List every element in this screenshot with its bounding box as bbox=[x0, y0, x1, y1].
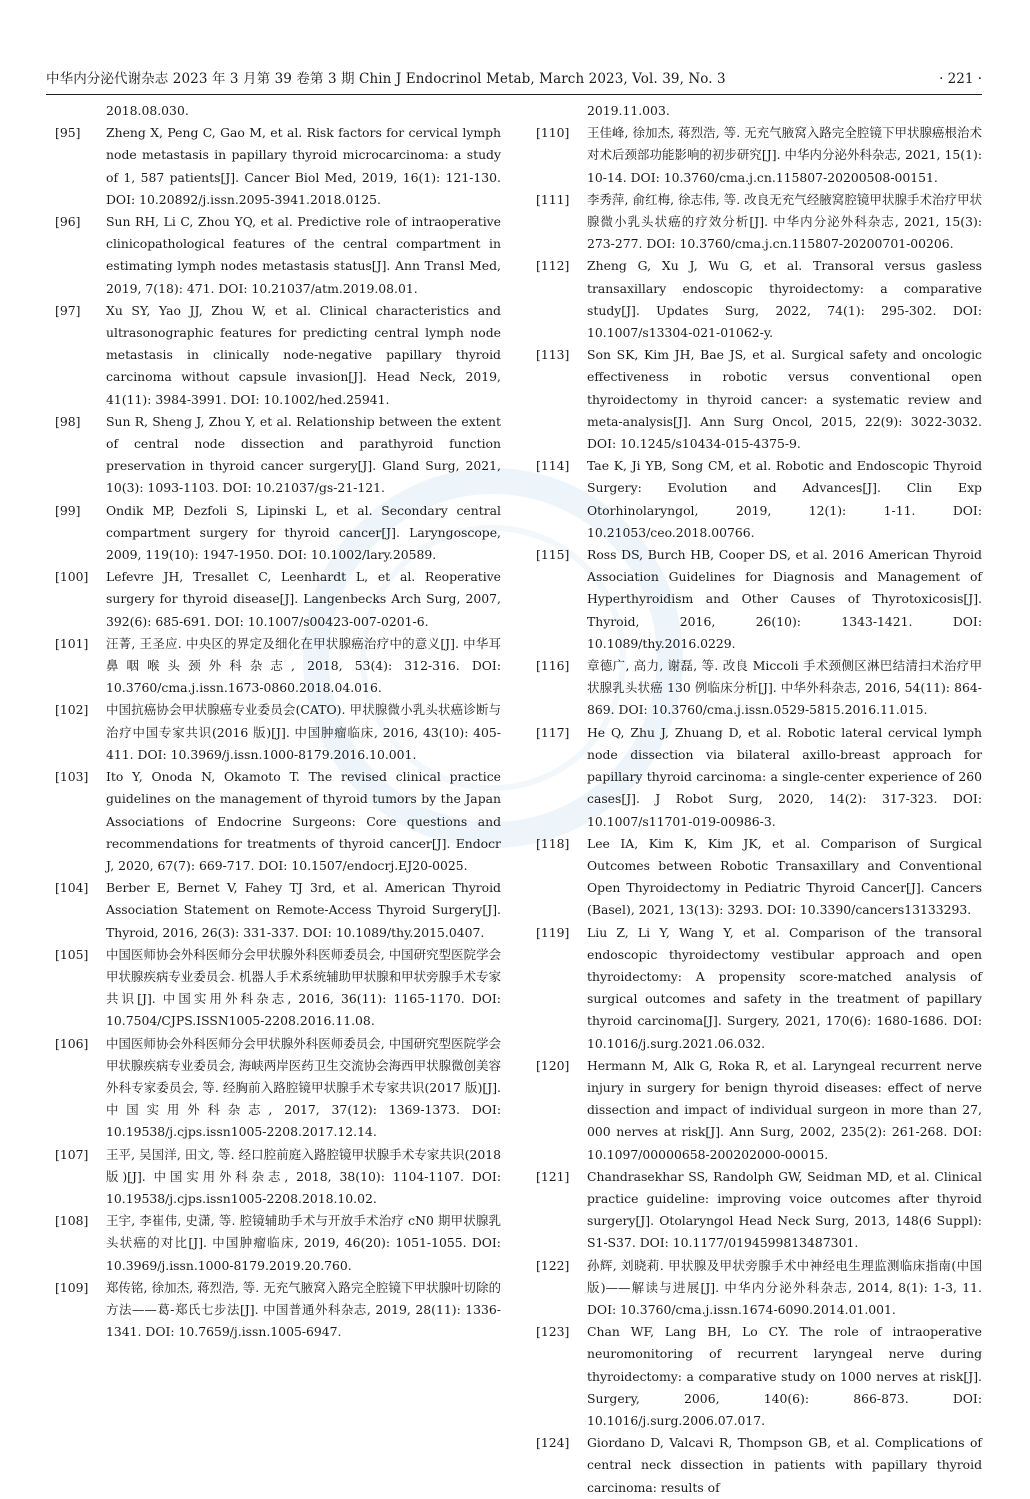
reference-text: Sun RH, Li C, Zhou YQ, et al. Predictive role of intraoperative clinicopathological features of the central compartment in estimating lymph nodes metastasis status[J]. Ann Transl Med, 2019, 7(18): 471. DOI: 10.21037/atm.2019.08.01. bbox=[106, 214, 501, 296]
reference-entry bbox=[528, 1055, 982, 1166]
reference-number: [116] bbox=[536, 658, 570, 674]
reference-text: 中国医师协会外科医师分会甲状腺外科医师委员会, 中国研究型医院学会甲状腺疾病专业委员会. 机器人手术系统辅助甲状腺和甲状旁腺手术专家共识[J]. 中国实用外科杂志, 2016, 36(11): 1165-1170. DOI: 10.7504/CJPS.ISSN1005-2208.2016.11.08. bbox=[106, 946, 501, 1029]
reference-number: [96] bbox=[55, 214, 81, 230]
reference-entry bbox=[528, 544, 982, 655]
reference-text: Chandrasekhar SS, Randolph GW, Seidman MD, et al. Clinical practice guideline: improving voice outcomes after thyroid surgery[J]. Otolaryngol Head Neck Surg, 2013, 148(6 Suppl): S1-S37. DOI: 10.1177/0194599813487301. bbox=[587, 1168, 982, 1251]
reference-entry bbox=[528, 1321, 982, 1432]
reference-entry bbox=[47, 211, 501, 300]
reference-number: [95] bbox=[55, 125, 81, 141]
reference-entry bbox=[47, 1210, 501, 1277]
reference-text: Sun R, Sheng J, Zhou Y, et al. Relationship between the extent of central node dissection and parathyroid function preservation in thyroid cancer surgery[J]. Gland Surg, 2021, 10(3): 1093-1103. DOI: 10.21037/gs-21-121. bbox=[106, 413, 501, 496]
reference-number: [122] bbox=[536, 1257, 570, 1273]
reference-entry bbox=[528, 100, 982, 122]
reference-entry bbox=[47, 300, 501, 411]
reference-text: 中国抗癌协会甲状腺癌专业委员会(CATO). 甲状腺微小乳头状癌诊断与治疗中国专家共识(2016 版)[J]. 中国肿瘤临床, 2016, 43(10): 405-411. DOI: 10.3969/j.issn.1000-8179.2016.10.001. bbox=[106, 702, 501, 762]
reference-number: [98] bbox=[55, 413, 81, 429]
reference-number: [112] bbox=[536, 258, 570, 274]
running-header bbox=[46, 70, 982, 95]
reference-entry bbox=[47, 633, 501, 700]
reference-entry bbox=[47, 1033, 501, 1144]
reference-number: [101] bbox=[55, 635, 89, 651]
reference-number: [109] bbox=[55, 1279, 89, 1295]
reference-number: [117] bbox=[536, 724, 570, 740]
reference-text: 汪菁, 王圣应. 中央区的界定及细化在甲状腺癌治疗中的意义[J]. 中华耳鼻咽喉头颈外科杂志, 2018, 53(4): 312-316. DOI: 10.3760/cma.j.issn.1673-0860.2018.04.016. bbox=[106, 635, 501, 696]
reference-entry bbox=[528, 1432, 982, 1499]
reference-entry bbox=[528, 1166, 982, 1255]
reference-number: [99] bbox=[55, 502, 81, 518]
reference-text: 王佳峰, 徐加杰, 蒋烈浩, 等. 无充气腋窝入路完全腔镜下甲状腺癌根治术对术后颈部功能影响的初步研究[J]. 中华内分泌外科杂志, 2021, 15(1): 10-14. DOI: 10.3760/cma.j.cn.115807-20200508-00151. bbox=[587, 125, 982, 185]
reference-number: [111] bbox=[536, 191, 570, 207]
reference-entry bbox=[528, 455, 982, 544]
reference-number: [115] bbox=[536, 547, 570, 563]
reference-entry bbox=[47, 122, 501, 211]
reference-text: Tae K, Ji YB, Song CM, et al. Robotic and Endoscopic Thyroid Surgery: Evolution and Advances[J]. Clin Exp Otorhinolaryngol, 2019, 12(1): 1-11. DOI: 10.21053/ceo.2018.00766. bbox=[587, 458, 982, 540]
reference-entry bbox=[528, 655, 982, 722]
reference-text: Xu SY, Yao JJ, Zhou W, et al. Clinical characteristics and ultrasonographic features for predicting central lymph node metastasis in clinically node-negative papillary thyroid carcinoma without capsule invasion[J]. Head Neck, 2019, 41(11): 3984-3991. DOI: 10.1002/hed.25941. bbox=[106, 302, 501, 407]
reference-number: [120] bbox=[536, 1057, 570, 1073]
reference-entry bbox=[47, 699, 501, 766]
reference-number: [105] bbox=[55, 946, 89, 962]
reference-entry bbox=[47, 100, 501, 122]
reference-text: Zheng G, Xu J, Wu G, et al. Transoral versus gasless transaxillary endoscopic thyroidectomy: a comparative study[J]. Updates Surg, 2022, 74(1): 295-302. DOI: 10.1007/s13304-021-01062-y. bbox=[587, 258, 982, 341]
reference-entry bbox=[528, 189, 982, 256]
reference-text: He Q, Zhu J, Zhuang D, et al. Robotic lateral cervical lymph node dissection via bilateral axillo-breast approach for papillary thyroid carcinoma: a single-center experience of 260 cases[J]. J Robot Surg, 2020, 14(2): 317-323. DOI: 10.1007/s11701-019-00986-3. bbox=[587, 724, 982, 829]
reference-text: Hermann M, Alk G, Roka R, et al. Laryngeal recurrent nerve injury in surgery for benign thyroid diseases: effect of nerve dissection and impact of individual surgeon in more than 27, 000 nerves at risk[J]. Ann Surg, 2002, 235(2): 261-268. DOI: 10.1097/00000658-200202000-00015. bbox=[587, 1057, 982, 1162]
reference-entry bbox=[528, 833, 982, 922]
reference-number: [106] bbox=[55, 1035, 89, 1051]
reference-text: Giordano D, Valcavi R, Thompson GB, et al. Complications of central neck dissection in patients with papillary thyroid carcinoma: results of bbox=[587, 1435, 982, 1495]
reference-entry bbox=[47, 1277, 501, 1344]
reference-entry bbox=[528, 344, 982, 455]
reference-number: [104] bbox=[55, 880, 89, 896]
reference-text: 王平, 吴国洋, 田文, 等. 经口腔前庭入路腔镜甲状腺手术专家共识(2018 版)[J]. 中国实用外科杂志, 2018, 38(10): 1104-1107. DOI: 10.19538/j.cjps.issn1005-2208.2018.10.02. bbox=[106, 1146, 501, 1206]
reference-column-left bbox=[47, 100, 501, 1343]
reference-text: 2019.11.003. bbox=[587, 103, 670, 118]
reference-text: Liu Z, Li Y, Wang Y, et al. Comparison of the transoral endoscopic thyroidectomy vestibular approach and open thyroidectomy: A propensity score-matched analysis of surgical outcomes and safety in the treatment of papillary thyroid carcinoma[J]. Surgery, 2021, 170(6): 1680-1686. DOI: 10.1016/j.surg.2021.06.032. bbox=[587, 924, 982, 1051]
reference-number: [100] bbox=[55, 569, 89, 585]
reference-column-right bbox=[528, 100, 982, 1499]
reference-text: 郑传铭, 徐加杰, 蒋烈浩, 等. 无充气腋窝入路完全腔镜下甲状腺叶切除的方法——葛-郑氏七步法[J]. 中国普通外科杂志, 2019, 28(11): 1336-1341. DOI: 10.7659/j.issn.1005-6947. bbox=[106, 1279, 501, 1340]
reference-text: Ondik MP, Dezfoli S, Lipinski L, et al. Secondary central compartment surgery for thyroid cancer[J]. Laryngoscope, 2009, 119(10): 1947-1950. DOI: 10.1002/lary.20589. bbox=[106, 502, 501, 563]
reference-text: 章德广, 高力, 谢磊, 等. 改良 Miccoli 手术颈侧区淋巴结清扫术治疗甲状腺乳头状癌 130 例临床分析[J]. 中华外科杂志, 2016, 54(11): 864-869. DOI: 10.3760/cma.j.issn.0529-5815.2016.11.015. bbox=[587, 658, 982, 718]
reference-number: [119] bbox=[536, 924, 570, 940]
reference-entry bbox=[47, 566, 501, 633]
reference-text: Ross DS, Burch HB, Cooper DS, et al. 2016 American Thyroid Association Guidelines for Diagnosis and Management of Hyperthyroidism and Other Causes of Thyrotoxicosis[J]. Thyroid, 2016, 26(10): 1343-1421. DOI: 10.1089/thy.2016.0229. bbox=[587, 547, 982, 651]
reference-entry bbox=[47, 877, 501, 944]
journal-citation-line: 中华内分泌代谢杂志 2023 年 3 月第 39 卷第 3 期 Chin J Endocrinol Metab, March 2023, Vol. 39, No. 3 bbox=[46, 71, 726, 87]
reference-entry bbox=[47, 411, 501, 500]
reference-entry bbox=[47, 766, 501, 877]
reference-number: [110] bbox=[536, 125, 570, 141]
reference-number: [103] bbox=[55, 769, 89, 785]
reference-entry bbox=[528, 922, 982, 1055]
reference-text: Lee IA, Kim K, Kim JK, et al. Comparison of Surgical Outcomes between Robotic Transaxillary and Conventional Open Thyroidectomy in Pediatric Thyroid Cancer[J]. Cancers (Basel), 2021, 13(13): 3293. DOI: 10.3390/cancers13133293. bbox=[587, 835, 982, 918]
reference-number: [123] bbox=[536, 1324, 570, 1340]
reference-entry bbox=[47, 1144, 501, 1211]
reference-text: 孙辉, 刘晓莉. 甲状腺及甲状旁腺手术中神经电生理监测临床指南(中国版)——解读与进展[J]. 中华内分泌外科杂志, 2014, 8(1): 1-3, 11. DOI: 10.3760/cma.j.issn.1674-6090.2014.01.001. bbox=[587, 1257, 982, 1317]
reference-number: [114] bbox=[536, 458, 570, 474]
reference-number: [107] bbox=[55, 1146, 89, 1162]
reference-entry bbox=[528, 122, 982, 189]
reference-number: [97] bbox=[55, 302, 81, 318]
reference-text: Ito Y, Onoda N, Okamoto T. The revised clinical practice guidelines on the management of thyroid tumors by the Japan Associations of Endocrine Surgeons: Core questions and recommendations for treatments of thyroid cancer[J]. Endocr J, 2020, 67(7): 669-717. DOI: 10.1507/endocrj.EJ20-0025. bbox=[106, 769, 501, 873]
reference-entry bbox=[528, 1255, 982, 1322]
reference-text: Lefevre JH, Tresallet C, Leenhardt L, et al. Reoperative surgery for thyroid disease[J]. Langenbecks Arch Surg, 2007, 392(6): 685-691. DOI: 10.1007/s00423-007-0201-6. bbox=[106, 569, 501, 629]
reference-number: [113] bbox=[536, 347, 570, 363]
reference-number: [121] bbox=[536, 1168, 570, 1184]
reference-entry bbox=[47, 944, 501, 1033]
reference-entry bbox=[528, 722, 982, 833]
reference-entry bbox=[47, 500, 501, 567]
reference-text: Zheng X, Peng C, Gao M, et al. Risk factors for cervical lymph node metastasis in papillary thyroid microcarcinoma: a study of 1, 587 patients[J]. Cancer Biol Med, 2019, 16(1): 121-130. DOI: 10.20892/j.issn.2095-3941.2018.0125. bbox=[106, 125, 501, 207]
reference-text: 2018.08.030. bbox=[106, 103, 189, 118]
reference-text: 王宇, 李崔伟, 史潇, 等. 腔镜辅助手术与开放手术治疗 cN0 期甲状腺乳头状癌的对比[J]. 中国肿瘤临床, 2019, 46(20): 1051-1055. DOI: 10.3969/j.issn.1000-8179.2019.20.760. bbox=[106, 1213, 501, 1273]
reference-text: 李秀萍, 俞红梅, 徐志伟, 等. 改良无充气经腋窝腔镜甲状腺手术治疗甲状腺微小乳头状癌的疗效分析[J]. 中华内分泌外科杂志, 2021, 15(3): 273-277. DOI: 10.3760/cma.j.cn.115807-20200701-00206. bbox=[587, 191, 982, 252]
reference-entry bbox=[528, 255, 982, 344]
reference-text: Son SK, Kim JH, Bae JS, et al. Surgical safety and oncologic effectiveness in robotic versus conventional open thyroidectomy in thyroid cancer: a systematic review and meta-analysis[J]. Ann Surg Oncol, 2015, 22(9): 3022-3032. DOI: 10.1245/s10434-015-4375-9. bbox=[587, 347, 982, 452]
reference-text: Chan WF, Lang BH, Lo CY. The role of intraoperative neuromonitoring of recurrent laryngeal nerve during thyroidectomy: a comparative study on 1000 nerves at risk[J]. Surgery, 2006, 140(6): 866-873. DOI: 10.1016/j.surg.2006.07.017. bbox=[587, 1324, 982, 1428]
reference-number: [108] bbox=[55, 1213, 89, 1229]
reference-text: 中国医师协会外科医师分会甲状腺外科医师委员会, 中国研究型医院学会甲状腺疾病专业委员会, 海峡两岸医药卫生交流协会海西甲状腺微创美容外科专家委员会, 等. 经胸前入路腔镜甲状腺手术专家共识(2017 版)[J]. 中国实用外科杂志, 2017, 37(12): 1369-1373. DOI: 10.19538/j.cjps.issn1005-2208.2017.12.14. bbox=[106, 1035, 501, 1140]
reference-number: [124] bbox=[536, 1435, 570, 1451]
reference-text: Berber E, Bernet V, Fahey TJ 3rd, et al. American Thyroid Association Statement on Remote-Access Thyroid Surgery[J]. Thyroid, 2016, 26(3): 331-337. DOI: 10.1089/thy.2015.0407. bbox=[106, 880, 501, 940]
reference-number: [102] bbox=[55, 702, 89, 718]
page-number: · 221 · bbox=[939, 71, 982, 87]
reference-number: [118] bbox=[536, 835, 570, 851]
